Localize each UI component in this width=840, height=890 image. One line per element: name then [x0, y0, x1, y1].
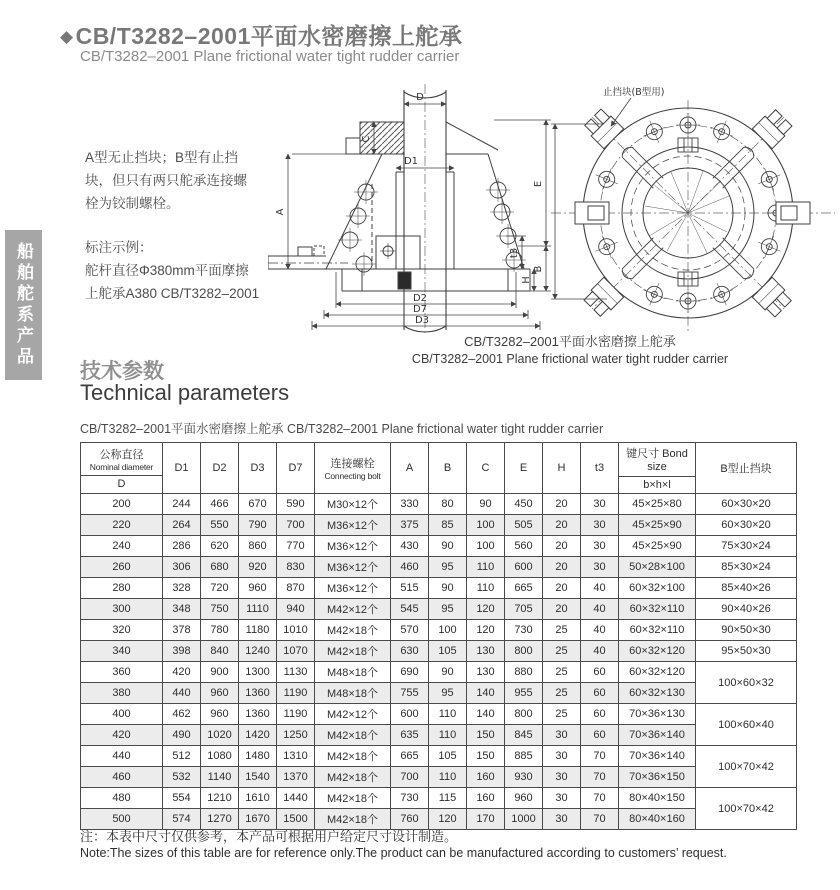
col-header-d7: D7	[277, 443, 315, 494]
col-header-e: E	[505, 443, 543, 494]
table-cell: 460	[81, 767, 163, 788]
table-cell: 940	[277, 599, 315, 620]
table-cell: M36×12个	[315, 536, 391, 557]
dim-label-d2: D2	[412, 293, 428, 304]
col-header-connecting-bolt	[315, 443, 391, 494]
table-cell: 700	[277, 515, 315, 536]
table-cell: 60	[581, 704, 619, 725]
table-cell: 90	[429, 578, 467, 599]
col-header-b: B	[429, 443, 467, 494]
table-caption: CB/T3282–2001平面水密磨擦上舵承 CB/T3282–2001 Plane frictional water tight rudder carrier	[80, 422, 604, 436]
bond-size-title: 键尺寸 Bond size	[619, 443, 695, 477]
connecting-bolt-zh: 连接螺栓	[330, 458, 375, 470]
table-cell: 45×25×90	[619, 536, 696, 557]
table-cell: 570	[391, 620, 429, 641]
table-cell: 150	[467, 725, 505, 746]
table-row	[81, 557, 797, 578]
table-cell: 40	[581, 620, 619, 641]
table-cell: 800	[505, 704, 543, 725]
table-cell: 1210	[201, 788, 239, 809]
table-cell: 550	[201, 515, 239, 536]
table-cell: 462	[163, 704, 201, 725]
table-cell: 70×36×140	[619, 746, 696, 767]
table-cell: 690	[391, 662, 429, 683]
table-cell: 30	[581, 494, 619, 515]
parameters-table-body	[81, 494, 797, 830]
table-cell: M42×18个	[315, 809, 391, 830]
table-cell-stop-block: 100×60×32	[696, 662, 797, 704]
table-row	[81, 641, 797, 662]
table-cell: M42×18个	[315, 641, 391, 662]
table-row	[81, 704, 797, 725]
table-cell: 150	[467, 746, 505, 767]
table-cell: 670	[239, 494, 277, 515]
table-cell: 466	[201, 494, 239, 515]
table-cell: 505	[505, 515, 543, 536]
stop-block-callout-label: 止挡块(B型用)	[603, 87, 665, 98]
table-row	[81, 767, 797, 788]
table-cell: 110	[429, 767, 467, 788]
table-cell: 360	[81, 662, 163, 683]
table-cell: 840	[201, 641, 239, 662]
table-cell: 705	[505, 599, 543, 620]
table-cell: 630	[391, 641, 429, 662]
table-cell: 955	[505, 683, 543, 704]
table-cell: 620	[201, 536, 239, 557]
nominal-diameter-symbol: D	[117, 478, 126, 490]
table-cell: 90	[429, 662, 467, 683]
table-cell: 750	[201, 599, 239, 620]
table-cell: 220	[81, 515, 163, 536]
table-cell: 110	[429, 725, 467, 746]
dim-label-b: B	[533, 265, 544, 273]
table-cell: 25	[543, 641, 581, 662]
diamond-bullet-icon: ◆	[60, 27, 74, 46]
table-cell: 1020	[201, 725, 239, 746]
table-cell: 375	[391, 515, 429, 536]
table-cell: 380	[81, 683, 163, 704]
table-cell-stop-block: 90×50×30	[696, 620, 797, 641]
col-header-bond-size	[619, 443, 696, 494]
table-cell: 1250	[277, 725, 315, 746]
nominal-diameter-zh: 公称直径	[99, 449, 144, 461]
col-header-c: C	[467, 443, 505, 494]
table-cell: 1480	[239, 746, 277, 767]
table-cell: M42×18个	[315, 788, 391, 809]
dim-label-c: C	[361, 135, 372, 143]
table-cell: 80×40×150	[619, 788, 696, 809]
table-cell: 60×32×120	[619, 641, 696, 662]
table-cell: 1610	[239, 788, 277, 809]
table-cell: 1080	[201, 746, 239, 767]
table-row	[81, 683, 797, 704]
table-cell: 80×40×160	[619, 809, 696, 830]
table-cell: 20	[543, 494, 581, 515]
table-cell: 80	[429, 494, 467, 515]
table-cell: 512	[163, 746, 201, 767]
type-note-line: 栓为铰制螺栓。	[85, 196, 180, 211]
figure-caption-en: CB/T3282–2001 Plane frictional water tight rudder carrier	[411, 352, 729, 366]
table-cell: 60×32×120	[619, 662, 696, 683]
table-cell: 930	[505, 767, 543, 788]
table-cell: 515	[391, 578, 429, 599]
table-cell: 40	[581, 641, 619, 662]
table-cell: 1190	[277, 704, 315, 725]
col-header-d3: D3	[239, 443, 277, 494]
table-cell: M30×12个	[315, 494, 391, 515]
table-cell: M42×18个	[315, 620, 391, 641]
sidebar-category-label: 船舶舵系产品	[14, 242, 33, 368]
table-cell: 95	[429, 599, 467, 620]
table-cell: M42×12个	[315, 599, 391, 620]
table-cell: 960	[239, 578, 277, 599]
col-header-d1: D1	[163, 443, 201, 494]
col-header-stop-block: B型止挡块	[696, 443, 797, 494]
table-cell: 30	[543, 788, 581, 809]
table-cell-stop-block: 85×40×26	[696, 578, 797, 599]
table-cell: 1240	[239, 641, 277, 662]
table-cell: 960	[505, 788, 543, 809]
table-cell: 665	[391, 746, 429, 767]
table-cell: 130	[467, 641, 505, 662]
col-header-a: A	[391, 443, 429, 494]
table-cell: 60×32×100	[619, 578, 696, 599]
table-cell: 240	[81, 536, 163, 557]
col-header-d2: D2	[201, 443, 239, 494]
table-cell: 574	[163, 809, 201, 830]
table-cell: 760	[391, 809, 429, 830]
table-cell: 25	[543, 620, 581, 641]
table-cell: 25	[543, 683, 581, 704]
table-cell: 115	[429, 788, 467, 809]
table-cell: 600	[505, 557, 543, 578]
table-cell-stop-block: 85×30×24	[696, 557, 797, 578]
table-cell: 845	[505, 725, 543, 746]
section-heading-zh: 技术参数	[80, 360, 164, 383]
table-cell: 120	[467, 620, 505, 641]
table-cell: 50×28×100	[619, 557, 696, 578]
table-cell: 440	[163, 683, 201, 704]
table-cell: 490	[163, 725, 201, 746]
table-cell: 790	[239, 515, 277, 536]
table-cell-stop-block: 100×70×42	[696, 746, 797, 788]
table-cell: 60	[581, 662, 619, 683]
table-cell: 545	[391, 599, 429, 620]
table-cell: 1540	[239, 767, 277, 788]
page-title-en: CB/T3282–2001 Plane frictional water tight rudder carrier	[80, 48, 460, 65]
table-cell: 755	[391, 683, 429, 704]
table-cell: 120	[429, 809, 467, 830]
table-cell: 400	[81, 704, 163, 725]
table-cell: M42×18个	[315, 746, 391, 767]
dim-label-h: H	[521, 276, 532, 284]
page-title	[60, 18, 462, 51]
table-cell: 140	[467, 683, 505, 704]
dim-label-d7: D7	[412, 304, 428, 315]
table-cell: 60×32×110	[619, 620, 696, 641]
dim-label-e: E	[533, 180, 544, 188]
marking-example-line: 舵杆直径Φ380mm平面摩擦	[85, 263, 249, 278]
col-header-h: H	[543, 443, 581, 494]
table-cell: 20	[543, 515, 581, 536]
table-cell: 1140	[201, 767, 239, 788]
table-cell: 160	[467, 788, 505, 809]
table-cell: M42×12个	[315, 704, 391, 725]
table-cell: 780	[201, 620, 239, 641]
table-cell: 70×36×130	[619, 704, 696, 725]
marking-example-title: 标注示例：	[85, 240, 153, 255]
table-cell: 100	[429, 620, 467, 641]
table-cell: 460	[391, 557, 429, 578]
table-cell: 280	[81, 578, 163, 599]
table-row	[81, 494, 797, 515]
plan-view-figure	[545, 84, 840, 334]
table-cell: M36×12个	[315, 578, 391, 599]
marking-example-line: 上舵承A380 CB/T3282–2001	[85, 286, 260, 301]
table-cell: 60×32×130	[619, 683, 696, 704]
table-cell: 1310	[277, 746, 315, 767]
table-cell: 1190	[277, 683, 315, 704]
table-cell: 378	[163, 620, 201, 641]
table-cell: 100	[467, 536, 505, 557]
col-header-t3: t3	[581, 443, 619, 494]
table-cell: 95	[429, 683, 467, 704]
table-cell: 330	[391, 494, 429, 515]
section-view-figure	[268, 84, 566, 336]
table-cell: 1500	[277, 809, 315, 830]
table-cell-stop-block: 60×30×20	[696, 494, 797, 515]
table-cell: 25	[543, 704, 581, 725]
table-cell: M42×18个	[315, 767, 391, 788]
bond-size-formula: b×h×l	[643, 479, 671, 491]
table-row	[81, 515, 797, 536]
section-heading-en: Technical parameters	[80, 380, 290, 405]
col-header-nominal-diameter	[81, 443, 163, 494]
nominal-diameter-en: Nominal diameter	[89, 462, 154, 472]
table-cell: 30	[543, 725, 581, 746]
table-cell: 1130	[277, 662, 315, 683]
table-header-row	[81, 443, 797, 494]
table-cell: 30	[543, 746, 581, 767]
table-cell: 105	[429, 746, 467, 767]
table-cell: 170	[467, 809, 505, 830]
table-cell: 830	[277, 557, 315, 578]
table-cell: 960	[201, 704, 239, 725]
table-cell: 20	[543, 557, 581, 578]
table-cell: 960	[201, 683, 239, 704]
table-cell: 110	[429, 704, 467, 725]
sidebar-category-tab	[5, 230, 42, 380]
table-cell: 770	[277, 536, 315, 557]
table-cell: 328	[163, 578, 201, 599]
table-cell: 30	[543, 809, 581, 830]
type-note-line: A型无止挡块；B型有止挡	[85, 150, 239, 165]
table-cell: 30	[581, 557, 619, 578]
table-cell: 110	[467, 557, 505, 578]
table-row	[81, 662, 797, 683]
table-cell: 110	[467, 578, 505, 599]
table-cell: 480	[81, 788, 163, 809]
table-cell: 160	[467, 767, 505, 788]
table-cell: 1300	[239, 662, 277, 683]
table-cell: 105	[429, 641, 467, 662]
table-cell: 340	[81, 641, 163, 662]
table-cell: 1010	[277, 620, 315, 641]
table-row	[81, 620, 797, 641]
table-cell: M36×12个	[315, 515, 391, 536]
table-cell: 260	[81, 557, 163, 578]
table-row	[81, 599, 797, 620]
table-cell: 665	[505, 578, 543, 599]
table-cell: 286	[163, 536, 201, 557]
table-cell: 1440	[277, 788, 315, 809]
table-cell: 440	[81, 746, 163, 767]
table-cell: 900	[201, 662, 239, 683]
table-cell: 30	[581, 536, 619, 557]
table-cell: 70	[581, 788, 619, 809]
dim-label-d1: D1	[403, 156, 419, 167]
table-cell-stop-block: 100×60×40	[696, 704, 797, 746]
table-cell: 25	[543, 662, 581, 683]
type-note-line: 块，但只有两只舵承连接螺	[85, 173, 247, 188]
table-cell: 1370	[277, 767, 315, 788]
table-cell: M48×18个	[315, 683, 391, 704]
table-cell: 1000	[505, 809, 543, 830]
table-cell: 1180	[239, 620, 277, 641]
table-cell: 20	[543, 599, 581, 620]
dim-label-d: D	[416, 92, 424, 103]
dim-label-t3: t3	[509, 247, 520, 259]
page-title-zh: CB/T3282–2001平面水密磨擦上舵承	[75, 23, 463, 49]
table-cell: 90	[467, 494, 505, 515]
table-cell: 45×25×80	[619, 494, 696, 515]
table-cell: 500	[81, 809, 163, 830]
table-cell-stop-block: 90×40×26	[696, 599, 797, 620]
table-cell: 420	[163, 662, 201, 683]
figure-caption	[330, 331, 810, 366]
table-cell: 720	[201, 578, 239, 599]
table-cell: 430	[391, 536, 429, 557]
table-cell: 40	[581, 578, 619, 599]
table-row	[81, 578, 797, 599]
table-cell: 300	[81, 599, 163, 620]
table-cell: 885	[505, 746, 543, 767]
table-cell: 100	[467, 515, 505, 536]
connecting-bolt-en: Connecting bolt	[324, 471, 381, 481]
table-cell: 1360	[239, 683, 277, 704]
table-cell: 880	[505, 662, 543, 683]
table-cell: 264	[163, 515, 201, 536]
table-cell: M42×18个	[315, 725, 391, 746]
table-cell: 600	[391, 704, 429, 725]
table-cell: 1670	[239, 809, 277, 830]
table-cell: 560	[505, 536, 543, 557]
table-cell: 532	[163, 767, 201, 788]
table-row	[81, 788, 797, 809]
table-cell: 420	[81, 725, 163, 746]
table-row	[81, 536, 797, 557]
table-cell: 200	[81, 494, 163, 515]
table-cell: 60×32×110	[619, 599, 696, 620]
table-cell: 635	[391, 725, 429, 746]
table-cell: 85	[429, 515, 467, 536]
table-cell: 1110	[239, 599, 277, 620]
table-row	[81, 725, 797, 746]
table-cell: 730	[391, 788, 429, 809]
table-cell: 70	[581, 809, 619, 830]
table-cell: 130	[467, 662, 505, 683]
table-cell: 90	[429, 536, 467, 557]
dim-label-d3: D3	[414, 315, 430, 326]
table-cell: 554	[163, 788, 201, 809]
table-cell: 70	[581, 767, 619, 788]
table-cell: 95	[429, 557, 467, 578]
table-cell: 120	[467, 599, 505, 620]
table-cell: 20	[543, 536, 581, 557]
parameters-table	[80, 442, 797, 830]
table-cell: 40	[581, 599, 619, 620]
footnote-en: Note:The sizes of this table are for reference only.The product can be manufactured according to customers’ request.	[80, 846, 727, 860]
table-row	[81, 746, 797, 767]
table-cell: 398	[163, 641, 201, 662]
table-cell: 30	[543, 767, 581, 788]
table-cell: 870	[277, 578, 315, 599]
dim-label-a: A	[275, 208, 286, 216]
table-cell: 1070	[277, 641, 315, 662]
table-cell: 348	[163, 599, 201, 620]
table-cell: 320	[81, 620, 163, 641]
table-cell: 590	[277, 494, 315, 515]
table-cell: 70×36×150	[619, 767, 696, 788]
table-cell: 60	[581, 683, 619, 704]
table-cell: 1360	[239, 704, 277, 725]
table-cell: 140	[467, 704, 505, 725]
footnote-zh: 注：本表中尺寸仅供参考，本产品可根据用户给定尺寸设计制造。	[80, 829, 458, 844]
table-cell: 30	[581, 515, 619, 536]
table-cell-stop-block: 75×30×24	[696, 536, 797, 557]
table-cell: 860	[239, 536, 277, 557]
table-cell: M48×18个	[315, 662, 391, 683]
table-cell: 20	[543, 578, 581, 599]
table-cell-stop-block: 100×70×42	[696, 788, 797, 830]
table-cell: 730	[505, 620, 543, 641]
table-cell: 680	[201, 557, 239, 578]
table-cell: M36×12个	[315, 557, 391, 578]
table-cell-stop-block: 60×30×20	[696, 515, 797, 536]
table-cell: 70	[581, 746, 619, 767]
table-cell: 60	[581, 725, 619, 746]
table-cell: 244	[163, 494, 201, 515]
table-cell: 1420	[239, 725, 277, 746]
table-cell: 70×36×140	[619, 725, 696, 746]
figure-caption-zh: CB/T3282–2001平面水密磨擦上舵承	[464, 334, 676, 349]
table-cell: 920	[239, 557, 277, 578]
table-cell: 45×25×90	[619, 515, 696, 536]
table-cell: 450	[505, 494, 543, 515]
table-cell-stop-block: 95×50×30	[696, 641, 797, 662]
table-cell: 700	[391, 767, 429, 788]
table-cell: 306	[163, 557, 201, 578]
table-cell: 1270	[201, 809, 239, 830]
table-cell: 800	[505, 641, 543, 662]
